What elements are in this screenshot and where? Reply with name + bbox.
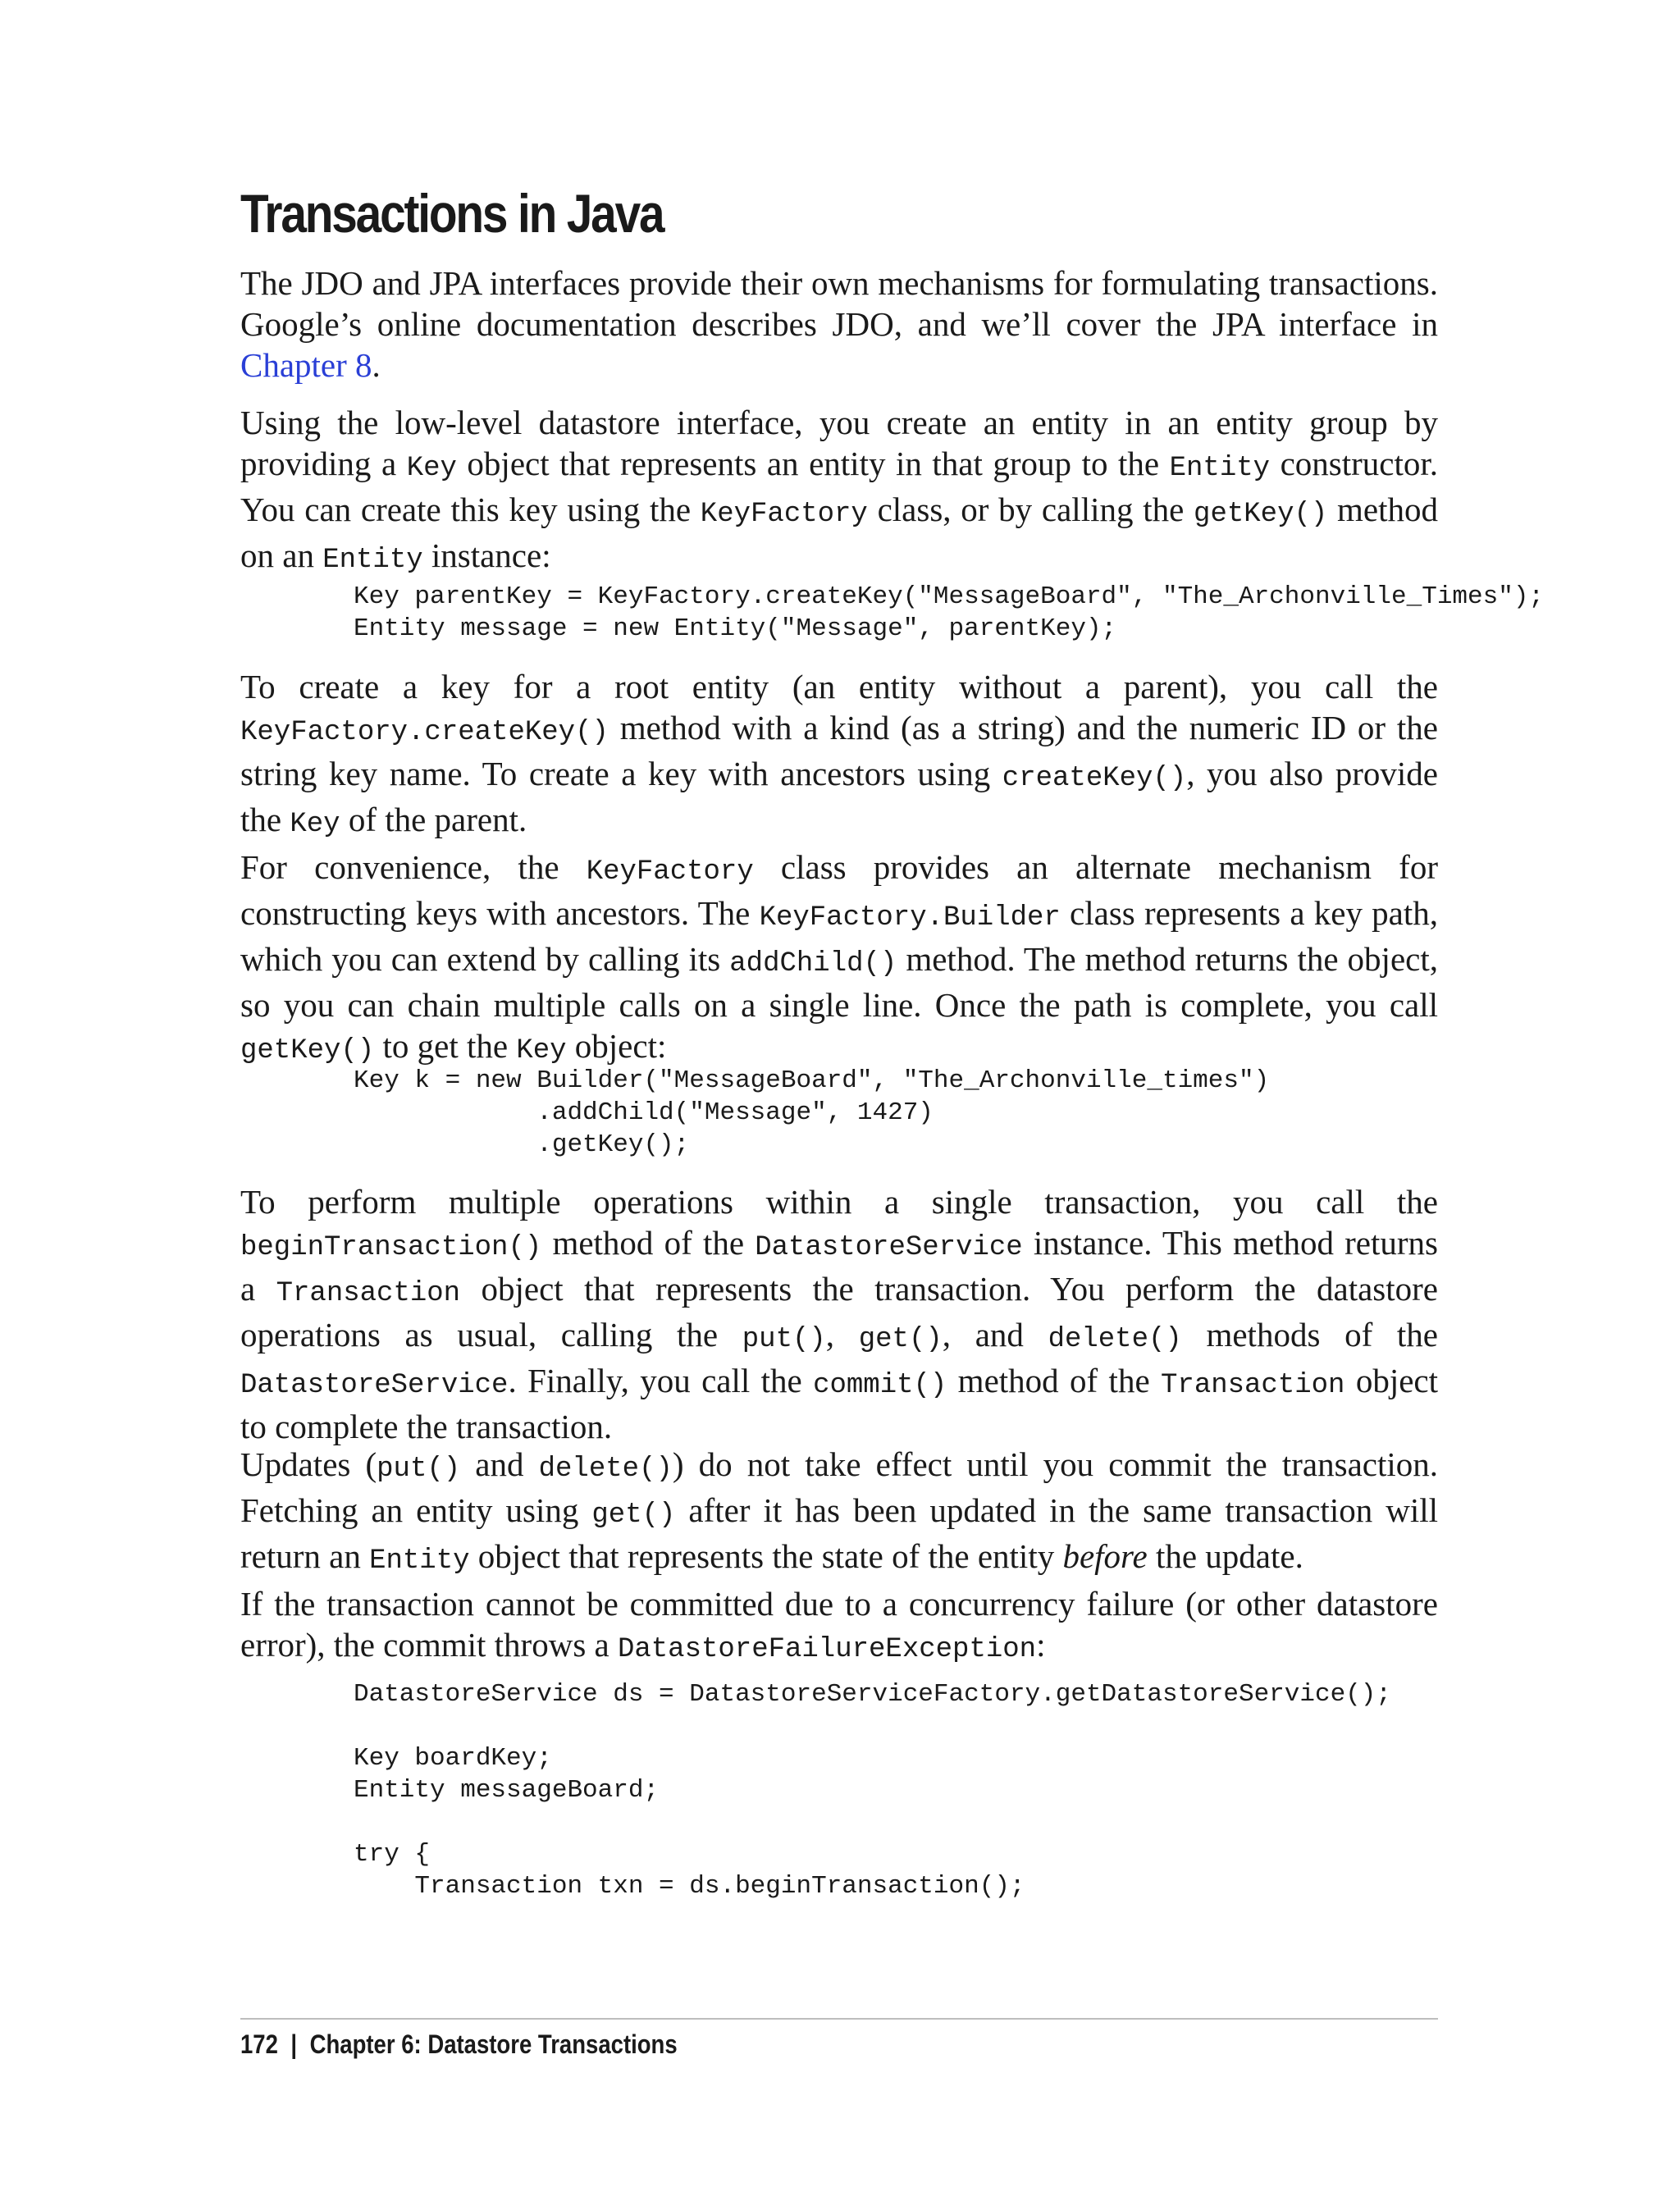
code-block-builder: Key k = new Builder("MessageBoard", "The_Archonville_times") .addChild("Message", 1427) .getKey(); [354, 1066, 1270, 1159]
footer-chapter-title: Chapter 6: Datastore Transactions [309, 2029, 678, 2059]
paragraph-intro: The JDO and JPA interfaces provide their own mechanisms for formulating transactions. Google’s online documentation describes JDO, and we’ll cover the JPA interface in Chapter 8. [240, 264, 1438, 384]
code-block-transaction: DatastoreService ds = DatastoreServiceFactory.getDatastoreService(); Key boardKey; Entity messageBoard; try { Transaction txn = ds.beginTransaction(); [354, 1680, 1392, 1901]
code-block-parent-key: Key parentKey = KeyFactory.createKey("MessageBoard", "The_Archonville_Times"); Entity message = new Entity("Message", parentKey); [354, 582, 1545, 643]
paragraph-root-entity: To create a key for a root entity (an entity without a parent), you call the KeyFactory.createKey() method with a kind (as a string) and the numeric ID or the string key name. To create a key with ancestors using createKey(), you also provide the Key of the parent. [240, 668, 1438, 840]
paragraph-low-level: Using the low-level datastore interface, you create an entity in an entity group by providing a Key object that represents an entity in that group to the Entity constructor. You can create this key using the KeyFactory class, or by calling the getKey() method on an Entity instance: [240, 404, 1439, 576]
footer-rule [240, 2018, 1438, 2020]
paragraph-failure: If the transaction cannot be committed due to a concurrency failure (or other datastore error), the commit throws a DatastoreFailureException: [240, 1585, 1438, 1665]
paragraph-builder: For convenience, the KeyFactory class provides an alternate mechanism for constructing keys with ancestors. The KeyFactory.Builder class represents a key path, which you can extend by calling its addChild() method. The method returns the object, so you can chain multiple calls on a single line. Once the path is complete, you call getKey() to get the Key object: [240, 848, 1438, 1066]
page-number: 172 [240, 2029, 278, 2059]
page-footer [240, 2029, 678, 2060]
chapter-8-link[interactable]: Chapter 8 [240, 346, 372, 384]
footer-separator: | [290, 2029, 298, 2059]
section-heading: Transactions in Java [240, 183, 664, 244]
paragraph-updates: Updates (put() and delete()) do not take effect until you commit the transaction. Fetching an entity using get() after it has been updated in the same transaction will return an Entity object that represents the state of the entity before the update. [240, 1445, 1439, 1577]
paragraph-begin-transaction: To perform multiple operations within a single transaction, you call the beginTransaction() method of the DatastoreService instance. This method returns a Transaction object that represents the transaction. You perform the datastore operations as usual, calling the put(), get(), and delete() methods of the DatastoreService. Finally, you call the commit() method of the Transaction object to complete the transaction. [240, 1183, 1438, 1445]
